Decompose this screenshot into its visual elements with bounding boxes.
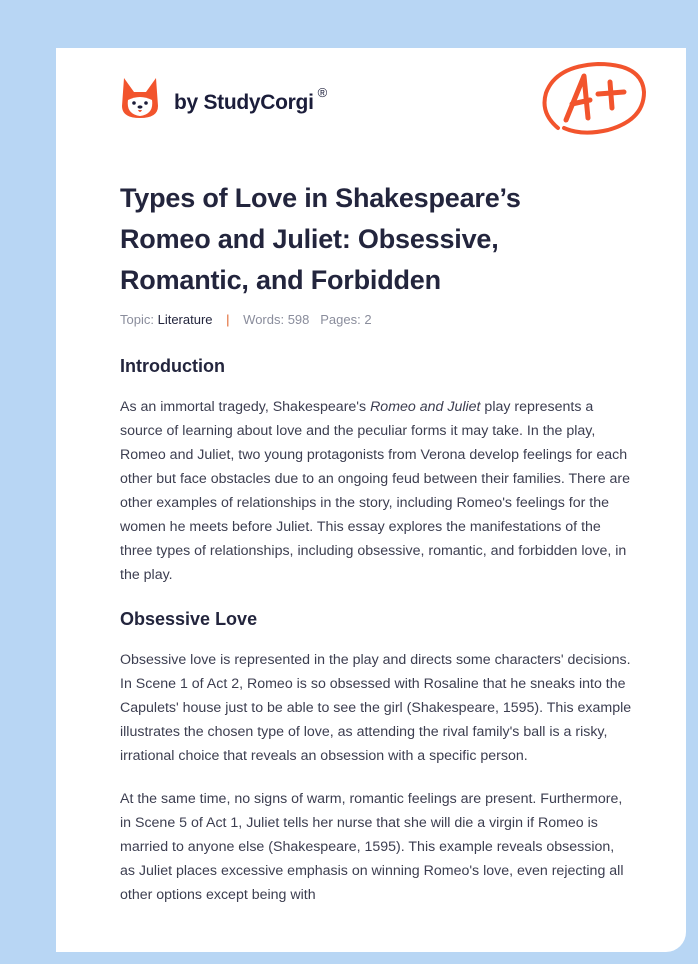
page-title: Types of Love in Shakespeare’s Romeo and Juliet: Obsessive, Romantic, and Forbidden (120, 183, 521, 295)
topic-link[interactable]: Literature (157, 312, 213, 327)
section-heading-introduction: Introduction (120, 356, 225, 376)
a-plus-grade-icon (538, 58, 650, 140)
paragraph: At the same time, no signs of warm, romantic feelings are present. Furthermore, in Scene 5 of Act 1, Juliet tells her nurse that she will die a virgin if Romeo is married to anyone else (Shakespeare, 1595). This example reveals obsession, as Juliet places excessive emphasis on winning Romeo's love, even rejecting all other options except being with (120, 791, 624, 903)
meta-separator: | (226, 312, 230, 327)
document-meta (120, 312, 372, 327)
site-header[interactable] (120, 76, 327, 120)
essay-body (120, 353, 632, 926)
paragraph: Obsessive love is represented in the play and directs some characters' decisions. In Scene 1 of Act 2, Romeo is so obsessed with Rosaline that he sneaks into the Capulets' house just to be able to see the girl (Shakespeare, 1595). This example illustrates the chosen type of love, as attending the rival family's ball is a risky, irrational choice that reveals an obsession with a specific person. (120, 652, 632, 764)
corgi-logo-icon (120, 76, 160, 120)
document-card (56, 48, 686, 952)
paragraph: As an immortal tragedy, Shakespeare's Romeo and Juliet play represents a source of learning about love and the peculiar forms it may take. In the play, Romeo and Juliet, two young protagonists from Verona develop feelings for each other but face obstacles due to an ongoing feud between their families. There are other examples of relationships in the story, including Romeo's feelings for the women he meets before Juliet. This essay explores the manifestations of the three types of relationships, including obsessive, romantic, and forbidden love, in the play. (120, 399, 631, 583)
word-count: Words: 598 (243, 312, 310, 327)
page-count: Pages: 2 (320, 312, 372, 327)
topic-label: Topic: (120, 312, 154, 327)
section-heading-obsessive-love: Obsessive Love (120, 609, 258, 629)
brand-name: by StudyCorgi ® (174, 85, 327, 114)
